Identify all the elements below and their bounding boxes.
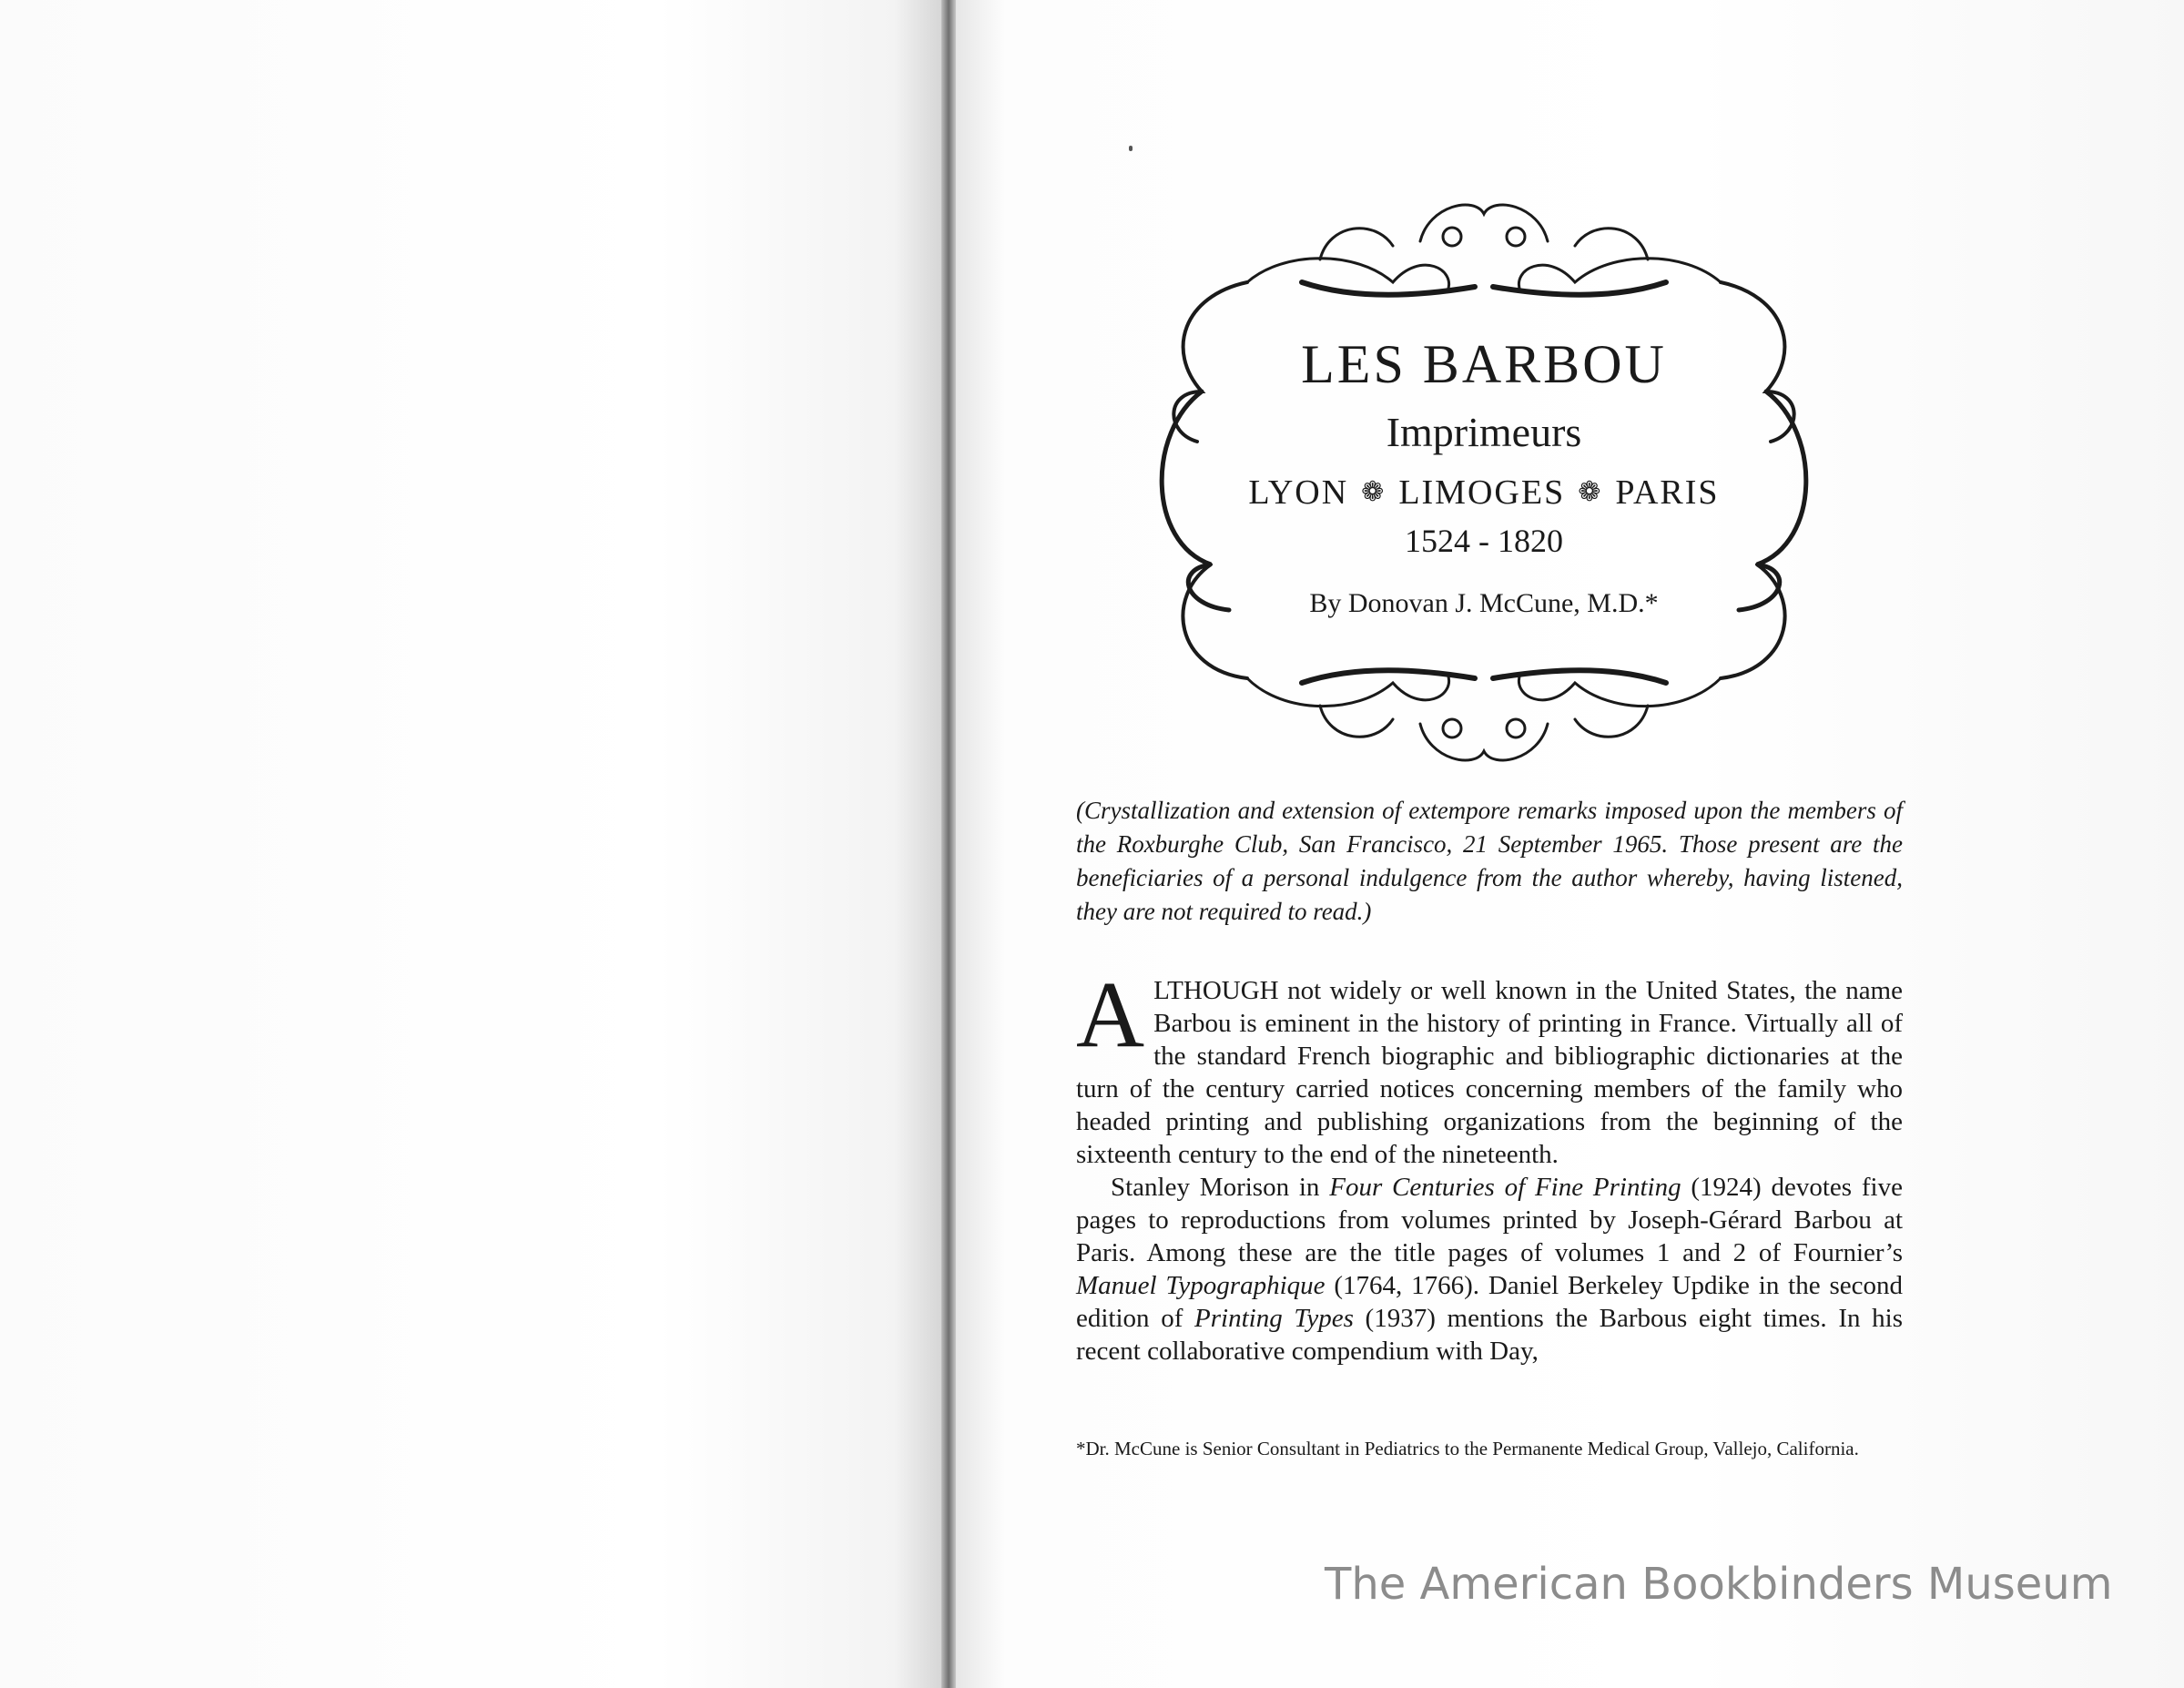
p2-title-manuel: Manuel Typographique xyxy=(1076,1271,1326,1300)
drop-cap: A xyxy=(1076,962,1145,1067)
p2-text-c: (1924) devotes five pages to reproductions from volumes printed by Joseph-Gérard Barbou at Paris. Among these are the title pages of volumes 1 and 2 of Fournier’s xyxy=(1076,1173,1903,1267)
year-range: 1524 - 1820 xyxy=(1405,523,1563,559)
p2-text-e: (1764, 1766). Daniel Berkeley Updike in the second edition of xyxy=(1076,1271,1903,1333)
book-subtitle: Imprimeurs xyxy=(1386,409,1582,455)
paragraph-1-text: LTHOUGH not widely or well known in the United States, the name Barbou is eminent in the history of printing in France. Virtually all of the standard French biographic and bibliographic dictionaries at the turn of the century carried notices concerning members of the family who headed printing and publishing organizations from the beginning of the sixteenth century to the end of the nineteenth. xyxy=(1076,976,1903,1169)
footnote: *Dr. McCune is Senior Consultant in Pediatrics to the Permanente Medical Group, Vallejo, California. xyxy=(1076,1438,1859,1459)
city-lyon: LYON xyxy=(1248,473,1349,512)
intro-note: (Crystallization and extension of extempore remarks imposed upon the members of the Roxburghe Club, San Francisco, 21 September 1965. Those present are the beneficiaries of a personal indulgence from the author whereby, having listened, they are not required to read.) xyxy=(1076,797,1903,925)
book-title: LES BARBOU xyxy=(1301,334,1667,394)
paragraph-2 xyxy=(1076,1171,1903,1368)
city-limoges: LIMOGES xyxy=(1398,473,1566,512)
cities-line xyxy=(1147,475,1821,510)
author-line: By Donovan J. McCune, M.D.* xyxy=(1309,588,1659,618)
p2-title-four-centuries: Four Centuries of Fine Printing xyxy=(1329,1173,1681,1202)
rosette-icon: ❁ xyxy=(1578,477,1603,507)
book-gutter xyxy=(941,0,956,1688)
left-page-blank xyxy=(0,0,941,1688)
title-block xyxy=(1147,334,1821,618)
paper-speck xyxy=(1129,146,1133,151)
body-text xyxy=(1076,962,1903,1368)
city-paris: PARIS xyxy=(1615,473,1720,512)
p2-text-a: Stanley Morison in xyxy=(1111,1173,1330,1202)
paragraph-1 xyxy=(1076,962,1903,1171)
p2-text-g: (1937) mentions the Barbous eight times. In his recent collaborative compendium with Day, xyxy=(1076,1304,1903,1366)
museum-watermark: The American Bookbinders Museum xyxy=(1325,1559,2113,1610)
p2-title-printing-types: Printing Types xyxy=(1194,1304,1354,1333)
rosette-icon: ❁ xyxy=(1361,477,1387,507)
